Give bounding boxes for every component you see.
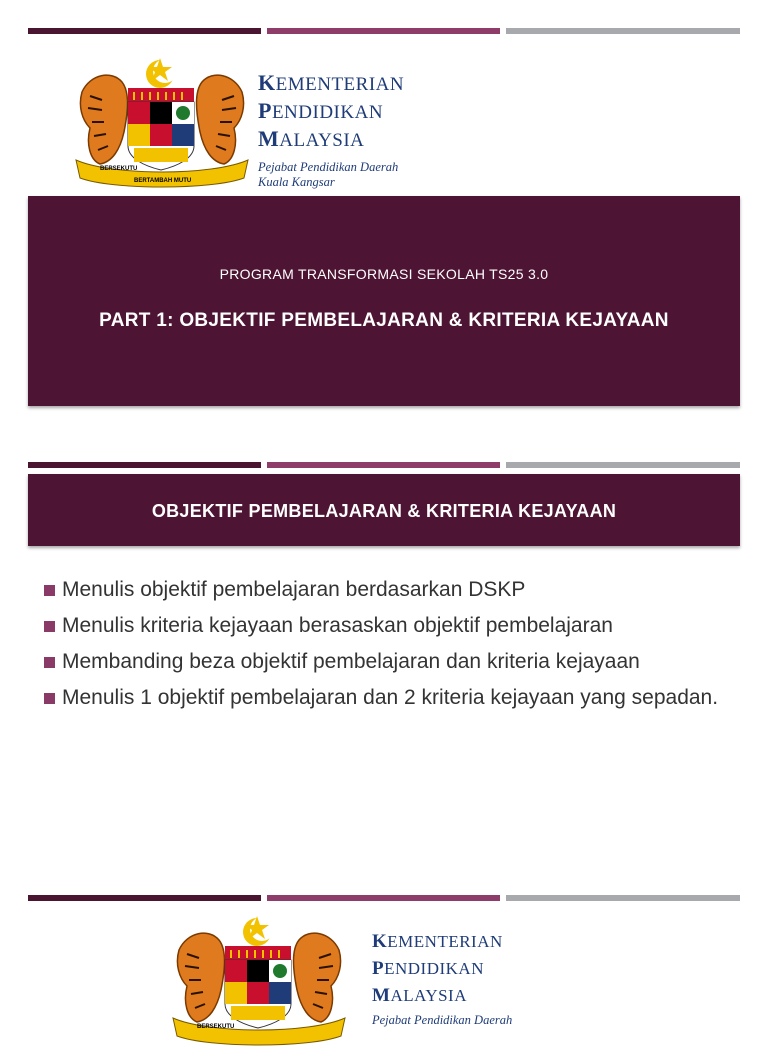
ministry-line-2: PENDIDIKAN xyxy=(258,98,384,123)
office-name-line-2: Kuala Kangsar xyxy=(258,175,335,189)
stripe-mid xyxy=(267,462,500,468)
objective-list xyxy=(44,576,744,720)
ministry-name xyxy=(258,70,404,190)
program-subtitle: PROGRAM TRANSFORMASI SEKOLAH TS25 3.0 xyxy=(219,266,549,282)
coat-of-arms-icon xyxy=(72,52,252,190)
part-title: PART 1: OBJEKTIF PEMBELAJARAN & KRITERIA KEJAYAAN xyxy=(99,310,669,331)
coat-of-arms-icon xyxy=(164,910,354,1048)
ministry-line-2: PENDIDIKAN xyxy=(372,958,484,979)
stripe-mid xyxy=(267,28,500,34)
crest-motto-left: BERSEKUTU xyxy=(100,166,138,172)
stripe-grey xyxy=(506,462,740,468)
stripe-grey xyxy=(506,895,740,901)
crest-motto-bottom: BERTAMBAH MUTU xyxy=(134,178,192,184)
list-item: Membanding beza objektif pembelajaran dan kriteria kejayaan xyxy=(44,648,662,676)
ministry-line-3: MALAYSIA xyxy=(258,126,365,151)
bullet-square-icon xyxy=(44,693,55,704)
ministry-line-1: KEMENTERIAN xyxy=(372,931,503,952)
stripe-mid xyxy=(267,895,500,901)
stripe-dark xyxy=(28,28,261,34)
bullet-square-icon xyxy=(44,657,55,668)
office-name-line-1: Pejabat Pendidikan Daerah xyxy=(372,1013,513,1027)
list-item: Menulis kriteria kejayaan berasaskan objektif pembelajaran xyxy=(44,612,744,640)
slide-1 xyxy=(0,0,768,440)
section-title: OBJEKTIF PEMBELAJARAN & KRITERIA KEJAYAAN xyxy=(151,501,617,521)
stripe-dark xyxy=(28,462,261,468)
bullet-square-icon xyxy=(44,585,55,596)
section-header xyxy=(28,474,740,546)
stripe-grey xyxy=(506,28,740,34)
decorative-stripes xyxy=(28,462,740,468)
crest-motto-left: BERSEKUTU xyxy=(197,1024,235,1030)
title-banner xyxy=(28,196,740,406)
slide-3 xyxy=(0,880,768,1030)
ministry-name xyxy=(372,928,512,1028)
bullet-square-icon xyxy=(44,621,55,632)
list-item: Menulis objektif pembelajaran berdasarkan DSKP xyxy=(44,576,744,604)
list-item: Menulis 1 objektif pembelajaran dan 2 kriteria kejayaan yang sepadan. xyxy=(44,684,742,712)
ministry-line-1: KEMENTERIAN xyxy=(258,70,405,95)
ministry-line-3: MALAYSIA xyxy=(372,985,467,1006)
office-name-line-1: Pejabat Pendidikan Daerah xyxy=(258,160,399,174)
decorative-stripes xyxy=(28,895,740,901)
decorative-stripes xyxy=(28,28,740,34)
stripe-dark xyxy=(28,895,261,901)
